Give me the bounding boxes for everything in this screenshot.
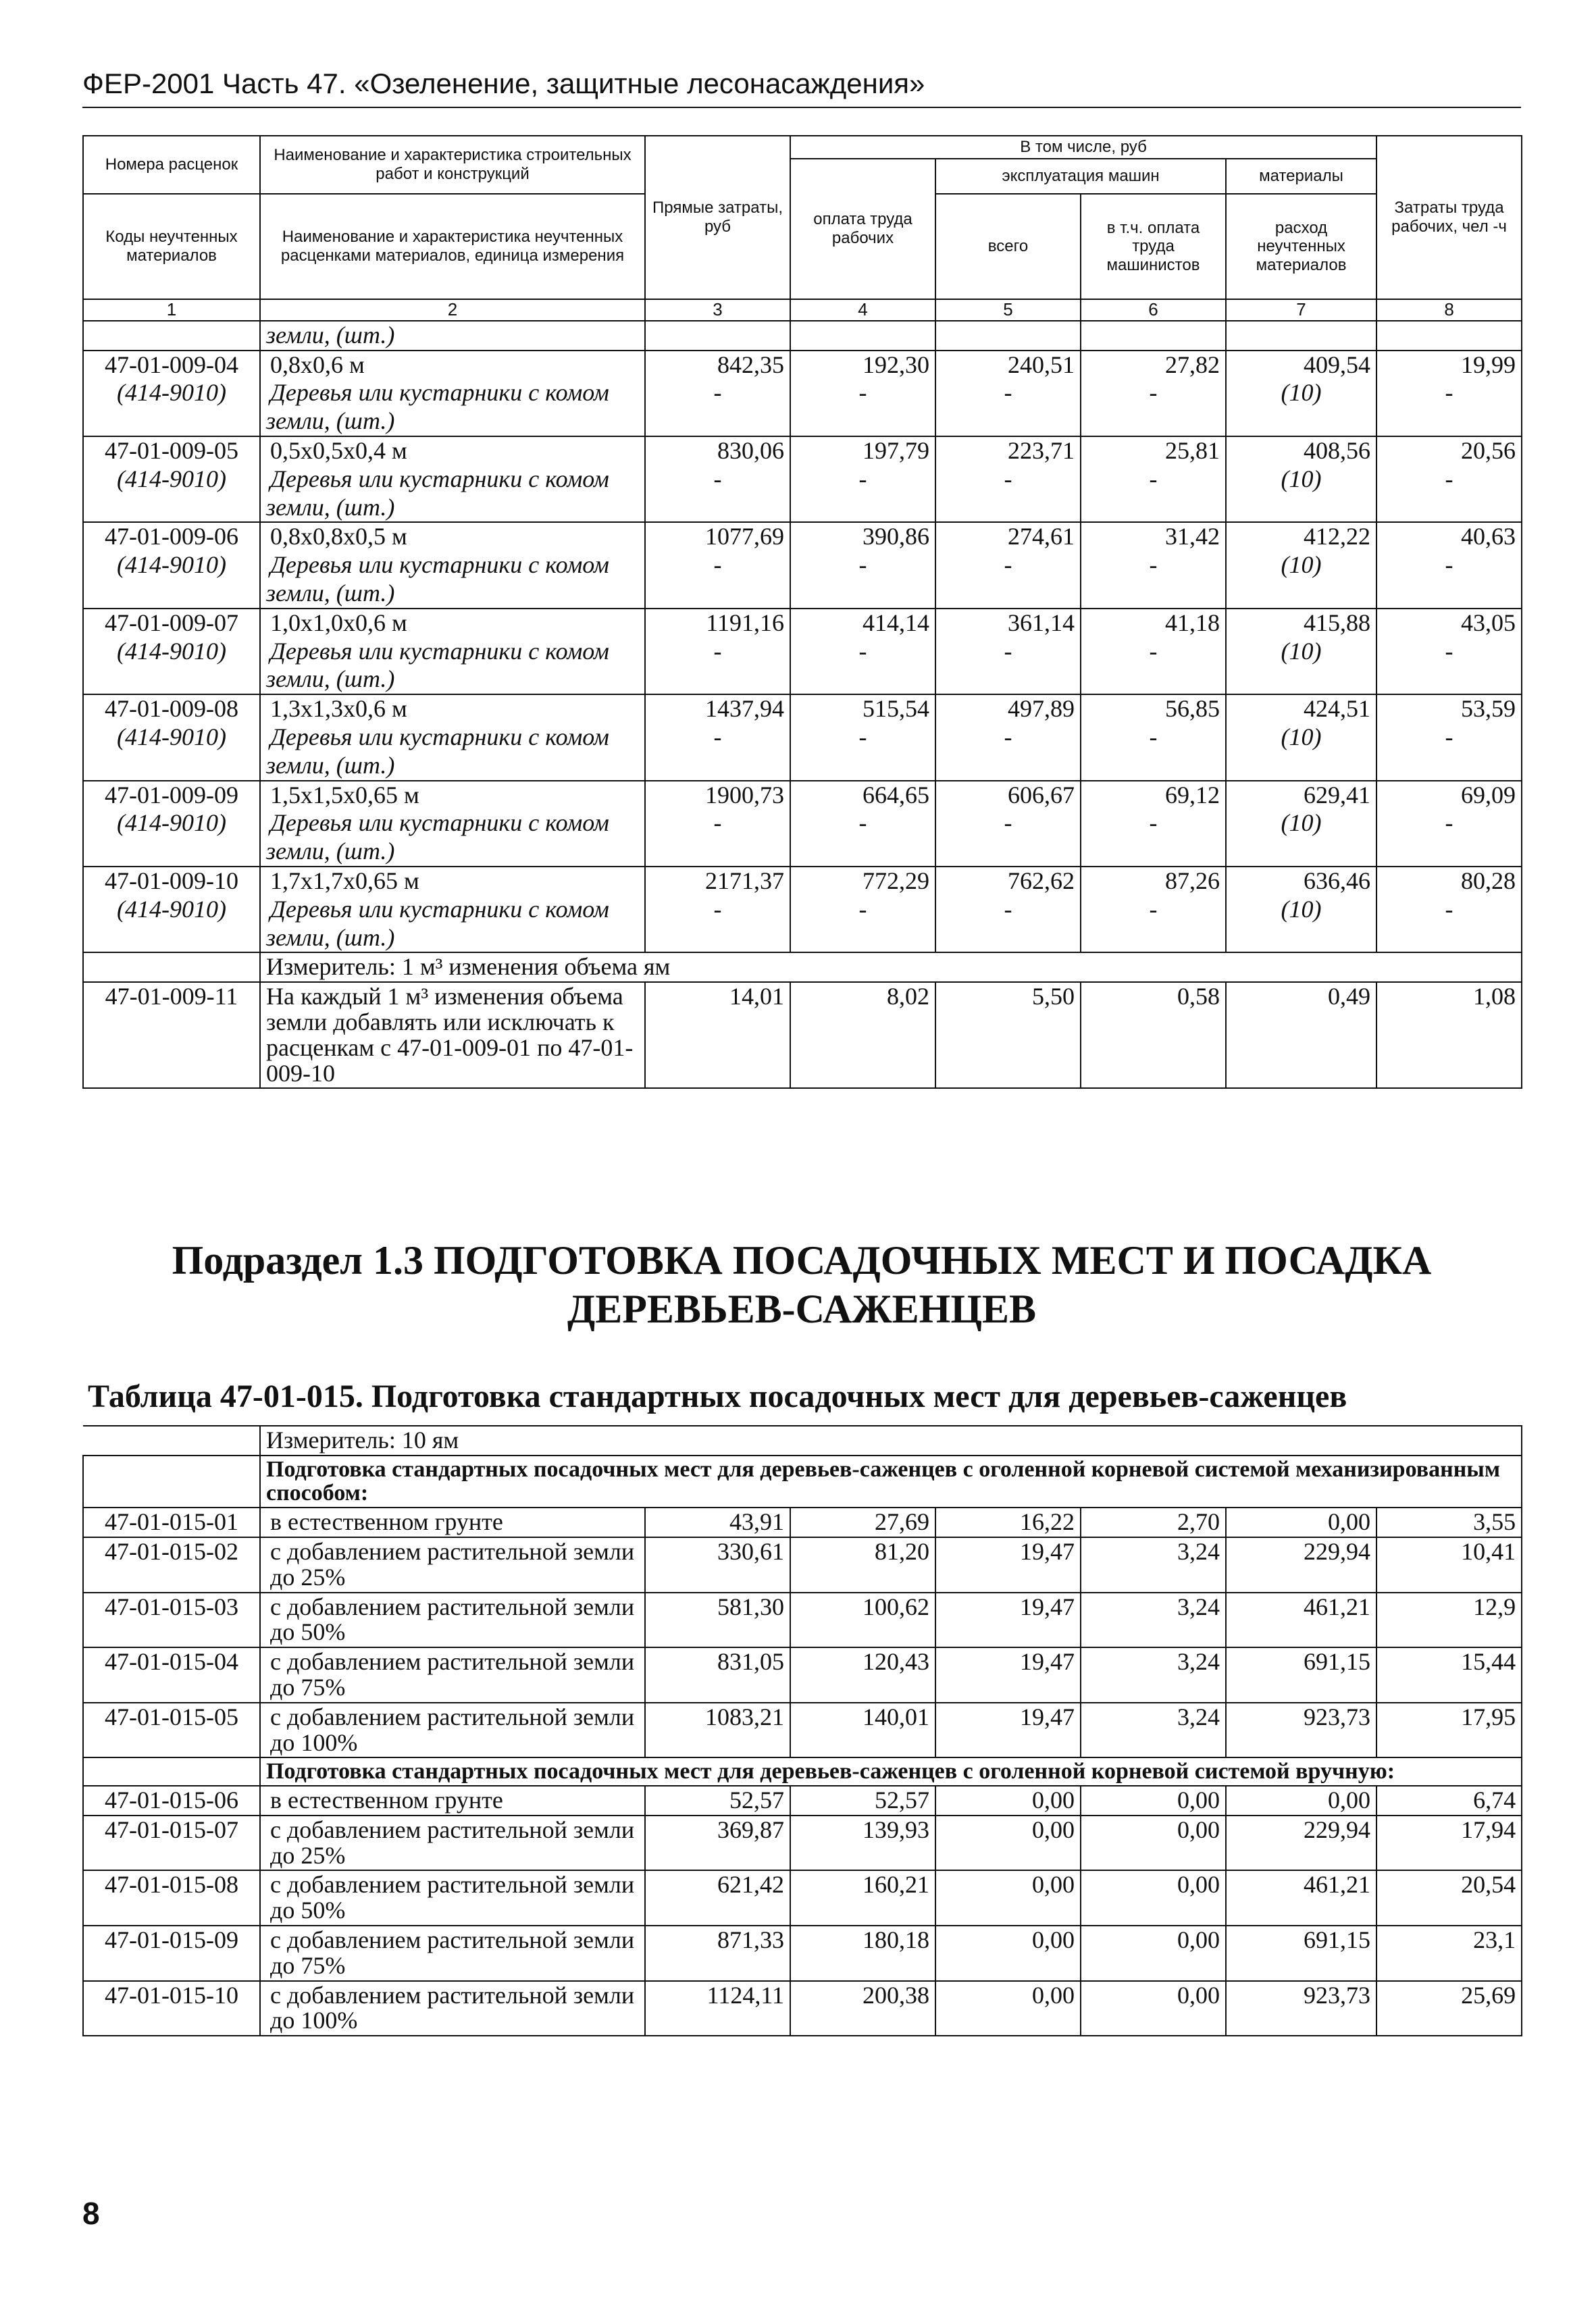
- section-title: Подраздел 1.3 ПОДГОТОВКА ПОСАДОЧНЫХ МЕСТ И ПОСАДКА ДЕРЕВЬЕВ-САЖЕНЦЕВ: [172, 1238, 1432, 1331]
- material-use: (10): [1226, 638, 1376, 666]
- dash: -: [935, 896, 1081, 924]
- machine-cost: 762,62: [935, 867, 1081, 896]
- rate-code: 47-01-015-07: [83, 1816, 260, 1871]
- direct-cost: 43,91: [645, 1508, 790, 1537]
- labor-pay: 8,02: [790, 982, 935, 1088]
- machinist-pay: 3,24: [1081, 1647, 1226, 1703]
- labor-hours: 23,1: [1376, 1926, 1522, 1981]
- table-row: [83, 1593, 1522, 1648]
- page-number: 8: [82, 2196, 100, 2231]
- material-code: (414-9010): [83, 896, 260, 924]
- material-description: Деревья или кустарники с комом: [260, 379, 645, 407]
- machinist-pay: 31,42: [1081, 522, 1226, 551]
- dash: -: [1376, 465, 1522, 494]
- labor-pay: 197,79: [790, 436, 935, 465]
- rate-code: 47-01-015-01: [83, 1508, 260, 1537]
- material-row-cont: [83, 924, 1522, 953]
- material-code: (414-9010): [83, 379, 260, 407]
- direct-cost: 1083,21: [645, 1703, 790, 1758]
- materials-cost: 629,41: [1226, 781, 1376, 810]
- measure-label: Измеритель: 1 м³ изменения объема ям: [260, 952, 1522, 982]
- direct-cost: 369,87: [645, 1816, 790, 1871]
- labor-pay: 140,01: [790, 1703, 935, 1758]
- rate-description: в естественном грунте: [260, 1786, 645, 1816]
- continuation-text: земли, (шт.): [260, 321, 645, 351]
- rate-description: с добавлением растительной земли до 25%: [260, 1537, 645, 1593]
- table-row: [83, 694, 1522, 723]
- material-description: Деревья или кустарники с комом: [260, 896, 645, 924]
- group-header-row: [83, 1456, 1522, 1508]
- rate-size: 0,8х0,6 м: [260, 351, 645, 380]
- machinist-pay: 0,58: [1081, 982, 1226, 1088]
- direct-cost: 871,33: [645, 1926, 790, 1981]
- rate-description: в естественном грунте: [260, 1508, 645, 1537]
- table-row: [83, 522, 1522, 551]
- machine-cost: 19,47: [935, 1703, 1081, 1758]
- materials-cost: 229,94: [1226, 1537, 1376, 1593]
- direct-cost: 52,57: [645, 1786, 790, 1816]
- column-number: 2: [260, 299, 645, 321]
- materials-cost: 0,00: [1226, 1786, 1376, 1816]
- labor-pay: 772,29: [790, 867, 935, 896]
- header-material-use: расход неучтенных материалов: [1226, 194, 1376, 299]
- materials-cost: 229,94: [1226, 1816, 1376, 1871]
- machine-cost: 223,71: [935, 436, 1081, 465]
- machinist-pay: 41,18: [1081, 609, 1226, 638]
- dash: -: [645, 465, 790, 494]
- material-use: (10): [1226, 896, 1376, 924]
- rates-table-top: [82, 135, 1522, 1089]
- direct-cost: 1900,73: [645, 781, 790, 810]
- rate-code: 47-01-015-02: [83, 1537, 260, 1593]
- machine-cost: 0,00: [935, 1870, 1081, 1926]
- material-row: [83, 896, 1522, 924]
- materials-cost: 461,21: [1226, 1593, 1376, 1648]
- dash: -: [790, 809, 935, 838]
- labor-pay: 180,18: [790, 1926, 935, 1981]
- machine-cost: 0,00: [935, 1816, 1081, 1871]
- dash: -: [1081, 809, 1226, 838]
- dash: -: [935, 379, 1081, 407]
- material-unit: земли, (шт.): [260, 580, 645, 609]
- machine-cost: 274,61: [935, 522, 1081, 551]
- header-rate-numbers: Номера расценок: [83, 136, 260, 194]
- labor-hours: 25,69: [1376, 1981, 1522, 2036]
- direct-cost: 330,61: [645, 1537, 790, 1593]
- labor-pay: 139,93: [790, 1816, 935, 1871]
- labor-hours: 69,09: [1376, 781, 1522, 810]
- labor-pay: 100,62: [790, 1593, 935, 1648]
- rate-size: 1,5х1,5х0,65 м: [260, 781, 645, 810]
- machine-cost: 361,14: [935, 609, 1081, 638]
- material-use: (10): [1226, 551, 1376, 580]
- dash: -: [1376, 551, 1522, 580]
- dash: -: [1376, 896, 1522, 924]
- dash: -: [645, 638, 790, 666]
- group-title: Подготовка стандартных посадочных мест для деревьев-саженцев с оголенной корневой системой механизированным способом:: [260, 1456, 1522, 1508]
- dash: -: [645, 809, 790, 838]
- material-row-cont: [83, 580, 1522, 609]
- rate-description: с добавлением растительной земли до 75%: [260, 1926, 645, 1981]
- materials-cost: 0,00: [1226, 1508, 1376, 1537]
- labor-pay: 414,14: [790, 609, 935, 638]
- labor-hours: 15,44: [1376, 1647, 1522, 1703]
- measure-label: Измеритель: 10 ям: [260, 1426, 1522, 1456]
- dash: -: [790, 723, 935, 752]
- column-number: 6: [1081, 299, 1226, 321]
- labor-pay: 81,20: [790, 1537, 935, 1593]
- table-row: [83, 1870, 1522, 1926]
- machinist-pay: 27,82: [1081, 351, 1226, 380]
- material-description: Деревья или кустарники с комом: [260, 465, 645, 494]
- rate-code: 47-01-015-09: [83, 1926, 260, 1981]
- table-row: [83, 1816, 1522, 1871]
- labor-hours: 80,28: [1376, 867, 1522, 896]
- header-materials: материалы: [1226, 159, 1376, 194]
- direct-cost: 1124,11: [645, 1981, 790, 2036]
- machine-cost: 16,22: [935, 1508, 1081, 1537]
- materials-cost: 0,49: [1226, 982, 1376, 1088]
- direct-cost: 2171,37: [645, 867, 790, 896]
- header-labor-costs: Затраты труда рабочих, чел -ч: [1376, 136, 1522, 299]
- rate-size: 1,0х1,0х0,6 м: [260, 609, 645, 638]
- dash: -: [1081, 379, 1226, 407]
- materials-cost: 691,15: [1226, 1647, 1376, 1703]
- material-row-cont: [83, 407, 1522, 436]
- labor-hours: 17,94: [1376, 1816, 1522, 1871]
- direct-cost: 831,05: [645, 1647, 790, 1703]
- dash: -: [935, 809, 1081, 838]
- direct-cost: 1437,94: [645, 694, 790, 723]
- rate-code: 47-01-009-11: [83, 982, 260, 1088]
- rate-code: 47-01-015-04: [83, 1647, 260, 1703]
- dash: -: [790, 551, 935, 580]
- column-number: 4: [790, 299, 935, 321]
- rate-code: 47-01-015-06: [83, 1786, 260, 1816]
- machinist-pay: 3,24: [1081, 1703, 1226, 1758]
- measure-row: [83, 952, 1522, 982]
- labor-pay: 27,69: [790, 1508, 935, 1537]
- material-unit: земли, (шт.): [260, 494, 645, 523]
- group-header-row: [83, 1757, 1522, 1786]
- material-row: [83, 465, 1522, 494]
- labor-hours: 20,54: [1376, 1870, 1522, 1926]
- table-row: [83, 1786, 1522, 1816]
- dash: -: [1081, 896, 1226, 924]
- column-number: 7: [1226, 299, 1376, 321]
- rate-code: 47-01-015-08: [83, 1870, 260, 1926]
- column-number: 1: [83, 299, 260, 321]
- machine-cost: 606,67: [935, 781, 1081, 810]
- header-material-codes: Коды неучтенных материалов: [83, 194, 260, 299]
- rate-description: с добавлением растительной земли до 100%: [260, 1981, 645, 2036]
- material-row: [83, 638, 1522, 666]
- labor-hours: 19,99: [1376, 351, 1522, 380]
- column-number: 3: [645, 299, 790, 321]
- rates-table-bottom: [82, 1425, 1522, 2036]
- dash: -: [790, 638, 935, 666]
- machine-cost: 19,47: [935, 1593, 1081, 1648]
- material-description: Деревья или кустарники с комом: [260, 723, 645, 752]
- machinist-pay: 0,00: [1081, 1870, 1226, 1926]
- machine-cost: 240,51: [935, 351, 1081, 380]
- rate-description: На каждый 1 м³ изменения объема земли добавлять или исключать к расценкам с 47-01-009-01 по 47-01-009-10: [260, 982, 645, 1088]
- page-header: ФЕР-2001 Часть 47. «Озеленение, защитные лесонасаждения»: [82, 68, 925, 99]
- dash: -: [645, 551, 790, 580]
- rate-code: 47-01-009-05: [83, 436, 260, 465]
- direct-cost: 1077,69: [645, 522, 790, 551]
- dash: -: [645, 723, 790, 752]
- machine-cost: 0,00: [935, 1926, 1081, 1981]
- labor-hours: 12,9: [1376, 1593, 1522, 1648]
- material-unit: земли, (шт.): [260, 924, 645, 953]
- dash: -: [1376, 723, 1522, 752]
- materials-cost: 923,73: [1226, 1981, 1376, 2036]
- machinist-pay: 0,00: [1081, 1926, 1226, 1981]
- labor-pay: 664,65: [790, 781, 935, 810]
- table-row: [83, 609, 1522, 638]
- header-machine-total: всего: [935, 194, 1081, 299]
- rate-code: 47-01-009-06: [83, 522, 260, 551]
- dash: -: [1376, 379, 1522, 407]
- rate-code: 47-01-015-03: [83, 1593, 260, 1648]
- table-row: [83, 982, 1522, 1088]
- labor-pay: 515,54: [790, 694, 935, 723]
- materials-cost: 409,54: [1226, 351, 1376, 380]
- rate-description: с добавлением растительной земли до 75%: [260, 1647, 645, 1703]
- machine-cost: 497,89: [935, 694, 1081, 723]
- header-rule: [82, 107, 1521, 108]
- material-code: (414-9010): [83, 638, 260, 666]
- material-row-cont: [83, 494, 1522, 523]
- table-row: [83, 781, 1522, 810]
- table-row: [83, 1703, 1522, 1758]
- materials-cost: 636,46: [1226, 867, 1376, 896]
- rate-size: 1,7х1,7х0,65 м: [260, 867, 645, 896]
- material-description: Деревья или кустарники с комом: [260, 638, 645, 666]
- dash: -: [790, 896, 935, 924]
- table-row: [83, 1926, 1522, 1981]
- material-row: [83, 809, 1522, 838]
- material-use: (10): [1226, 379, 1376, 407]
- machinist-pay: 0,00: [1081, 1786, 1226, 1816]
- material-description: Деревья или кустарники с комом: [260, 551, 645, 580]
- rate-description: с добавлением растительной земли до 50%: [260, 1870, 645, 1926]
- dash: -: [935, 551, 1081, 580]
- material-unit: земли, (шт.): [260, 838, 645, 867]
- table-row: [83, 867, 1522, 896]
- dash: -: [790, 379, 935, 407]
- material-use: (10): [1226, 723, 1376, 752]
- material-unit: земли, (шт.): [260, 407, 645, 436]
- machinist-pay: 69,12: [1081, 781, 1226, 810]
- header-labor-pay: оплата труда рабочих: [790, 159, 935, 299]
- labor-hours: 1,08: [1376, 982, 1522, 1088]
- machine-cost: 0,00: [935, 1786, 1081, 1816]
- rate-code: 47-01-015-05: [83, 1703, 260, 1758]
- table-row: [83, 1537, 1522, 1593]
- material-code: (414-9010): [83, 465, 260, 494]
- material-code: (414-9010): [83, 551, 260, 580]
- dash: -: [935, 465, 1081, 494]
- labor-pay: 390,86: [790, 522, 935, 551]
- labor-pay: 52,57: [790, 1786, 935, 1816]
- column-number: 5: [935, 299, 1081, 321]
- direct-cost: 1191,16: [645, 609, 790, 638]
- column-number: 8: [1376, 299, 1522, 321]
- labor-hours: 6,74: [1376, 1786, 1522, 1816]
- table-title: Таблица 47-01-015. Подготовка стандартных посадочных мест для деревьев-саженцев: [88, 1379, 1347, 1414]
- rate-description: с добавлением растительной земли до 50%: [260, 1593, 645, 1648]
- machinist-pay: 56,85: [1081, 694, 1226, 723]
- material-row-cont: [83, 752, 1522, 781]
- labor-pay: 192,30: [790, 351, 935, 380]
- labor-pay: 120,43: [790, 1647, 935, 1703]
- rate-code: 47-01-009-10: [83, 867, 260, 896]
- dash: -: [645, 379, 790, 407]
- rate-code: 47-01-009-09: [83, 781, 260, 810]
- material-use: (10): [1226, 809, 1376, 838]
- continuation-row: [83, 321, 1522, 351]
- table-row: [83, 1647, 1522, 1703]
- machine-cost: 0,00: [935, 1981, 1081, 2036]
- rate-size: 0,5х0,5х0,4 м: [260, 436, 645, 465]
- machine-cost: 19,47: [935, 1537, 1081, 1593]
- material-description: Деревья или кустарники с комом: [260, 809, 645, 838]
- material-row-cont: [83, 838, 1522, 867]
- rate-code: 47-01-009-07: [83, 609, 260, 638]
- materials-cost: 412,22: [1226, 522, 1376, 551]
- rate-code: 47-01-009-08: [83, 694, 260, 723]
- header-machinist-pay: в т.ч. оплата труда машинистов: [1081, 194, 1226, 299]
- measure-row: [83, 1426, 1522, 1456]
- group-title: Подготовка стандартных посадочных мест для деревьев-саженцев с оголенной корневой системой вручную:: [260, 1757, 1522, 1786]
- machinist-pay: 87,26: [1081, 867, 1226, 896]
- rate-code: 47-01-015-10: [83, 1981, 260, 2036]
- dash: -: [935, 638, 1081, 666]
- materials-cost: 691,15: [1226, 1926, 1376, 1981]
- direct-cost: 621,42: [645, 1870, 790, 1926]
- machinist-pay: 0,00: [1081, 1981, 1226, 2036]
- labor-hours: 20,56: [1376, 436, 1522, 465]
- machinist-pay: 3,24: [1081, 1593, 1226, 1648]
- materials-cost: 415,88: [1226, 609, 1376, 638]
- table-row: [83, 436, 1522, 465]
- material-unit: земли, (шт.): [260, 665, 645, 694]
- dash: -: [1081, 723, 1226, 752]
- dash: -: [1081, 465, 1226, 494]
- labor-hours: 17,95: [1376, 1703, 1522, 1758]
- materials-cost: 461,21: [1226, 1870, 1376, 1926]
- materials-cost: 408,56: [1226, 436, 1376, 465]
- dash: -: [1376, 638, 1522, 666]
- labor-hours: 10,41: [1376, 1537, 1522, 1593]
- machinist-pay: 3,24: [1081, 1537, 1226, 1593]
- table-row: [83, 1508, 1522, 1537]
- labor-hours: 40,63: [1376, 522, 1522, 551]
- table-row: [83, 1981, 1522, 2036]
- header-work-description: Наименование и характеристика строительных работ и конструкций: [260, 136, 645, 194]
- dash: -: [1081, 638, 1226, 666]
- machine-cost: 19,47: [935, 1647, 1081, 1703]
- dash: -: [935, 723, 1081, 752]
- labor-hours: 3,55: [1376, 1508, 1522, 1537]
- material-code: (414-9010): [83, 723, 260, 752]
- labor-hours: 53,59: [1376, 694, 1522, 723]
- direct-cost: 830,06: [645, 436, 790, 465]
- machinist-pay: 25,81: [1081, 436, 1226, 465]
- machinist-pay: 0,00: [1081, 1816, 1226, 1871]
- direct-cost: 14,01: [645, 982, 790, 1088]
- dash: -: [790, 465, 935, 494]
- machine-cost: 5,50: [935, 982, 1081, 1088]
- material-row: [83, 551, 1522, 580]
- material-unit: земли, (шт.): [260, 752, 645, 781]
- header-direct-costs: Прямые затраты, руб: [645, 136, 790, 299]
- material-code: (414-9010): [83, 809, 260, 838]
- rate-description: с добавлением растительной земли до 100%: [260, 1703, 645, 1758]
- material-row: [83, 379, 1522, 407]
- dash: -: [1376, 809, 1522, 838]
- direct-cost: 842,35: [645, 351, 790, 380]
- table-row: [83, 351, 1522, 380]
- direct-cost: 581,30: [645, 1593, 790, 1648]
- dash: -: [645, 896, 790, 924]
- material-row-cont: [83, 665, 1522, 694]
- labor-pay: 200,38: [790, 1981, 935, 2036]
- rate-size: 0,8х0,8х0,5 м: [260, 522, 645, 551]
- rate-description: с добавлением растительной земли до 25%: [260, 1816, 645, 1871]
- material-use: (10): [1226, 465, 1376, 494]
- materials-cost: 424,51: [1226, 694, 1376, 723]
- header-machine-ops: эксплуатация машин: [935, 159, 1226, 194]
- material-row: [83, 723, 1522, 752]
- header-in-that-number: В том числе, руб: [790, 136, 1376, 159]
- rate-code: 47-01-009-04: [83, 351, 260, 380]
- labor-pay: 160,21: [790, 1870, 935, 1926]
- header-material-description: Наименование и характеристика неучтенных расценками материалов, единица измерения: [260, 194, 645, 299]
- materials-cost: 923,73: [1226, 1703, 1376, 1758]
- rate-size: 1,3х1,3х0,6 м: [260, 694, 645, 723]
- machinist-pay: 2,70: [1081, 1508, 1226, 1537]
- column-number-row: [83, 299, 1522, 321]
- dash: -: [1081, 551, 1226, 580]
- labor-hours: 43,05: [1376, 609, 1522, 638]
